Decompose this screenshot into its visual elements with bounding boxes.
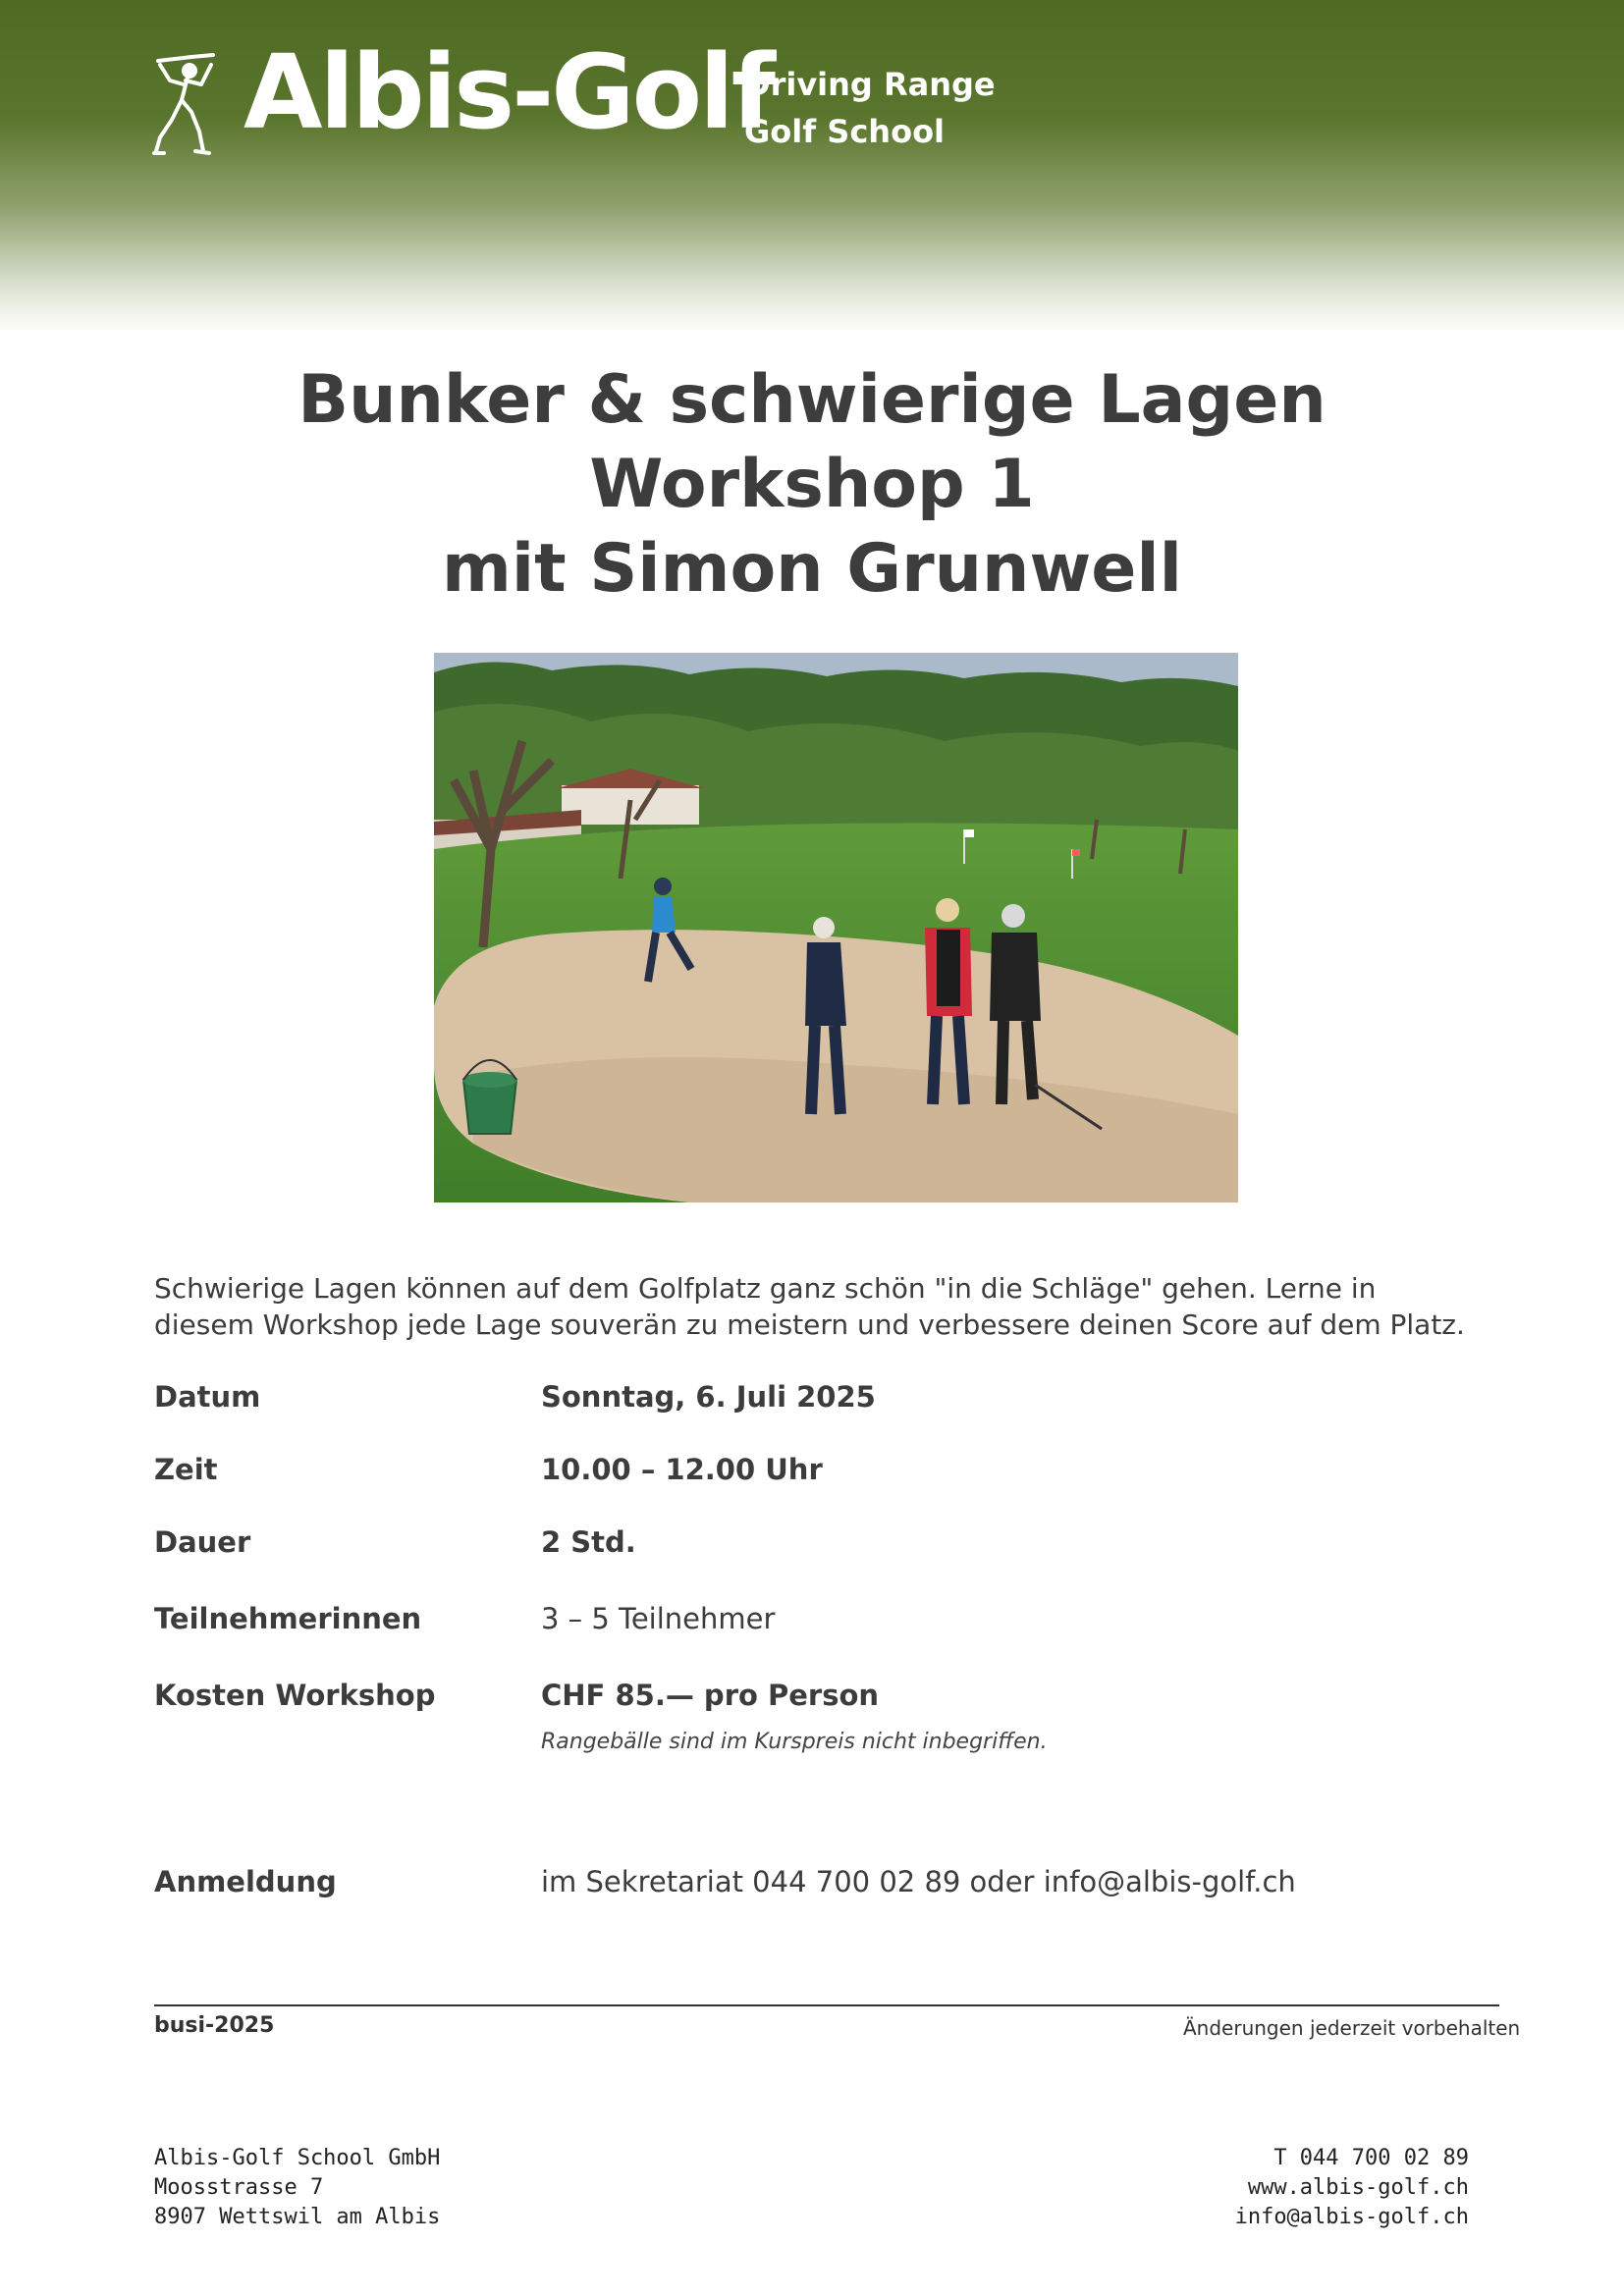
company-city: 8907 Wettswil am Albis — [154, 2205, 441, 2229]
disclaimer: Änderungen jederzeit vorbehalten — [1183, 2016, 1521, 2040]
teilnehmer-value: 3 – 5 Teilnehmer — [541, 1602, 776, 1635]
footer-divider — [154, 2004, 1499, 2006]
zeit-label: Zeit — [154, 1453, 218, 1486]
kosten-value: CHF 85.— pro Person — [541, 1679, 880, 1712]
datum-label: Datum — [154, 1380, 261, 1414]
golfer-silhouette-icon — [152, 51, 221, 159]
tagline-driving-range: Driving Range — [744, 66, 996, 103]
page-title — [0, 358, 1624, 612]
photo-illustration — [434, 653, 1238, 1202]
datum-value: Sonntag, 6. Juli 2025 — [541, 1380, 876, 1414]
kosten-label: Kosten Workshop — [154, 1679, 436, 1712]
brand-logo-text: Albis-Golf — [244, 32, 774, 152]
contact-web[interactable]: www.albis-golf.ch — [1247, 2175, 1469, 2200]
contact-info — [1168, 2144, 1469, 2232]
contact-email[interactable]: info@albis-golf.ch — [1234, 2205, 1469, 2229]
title-line-1: Bunker & schwierige Lagen — [298, 361, 1326, 439]
document-code: busi-2025 — [154, 2013, 275, 2038]
teilnehmer-label: Teilnehmerinnen — [154, 1602, 422, 1635]
tagline-golf-school: Golf School — [744, 113, 946, 150]
zeit-value: 10.00 – 12.00 Uhr — [541, 1453, 823, 1486]
title-line-2: Workshop 1 — [589, 446, 1035, 523]
kosten-note: Rangebälle sind im Kurspreis nicht inbegriffen. — [541, 1730, 1048, 1754]
golf-bunker-photo — [434, 653, 1238, 1202]
dauer-label: Dauer — [154, 1525, 251, 1559]
intro-paragraph: Schwierige Lagen können auf dem Golfplatz ganz schön "in die Schläge" gehen. Lerne in diesem Workshop jede Lage souverän zu meistern und verbessere deinen Score auf dem Platz. — [154, 1272, 1465, 1341]
anmeldung-label: Anmeldung — [154, 1865, 337, 1898]
dauer-value: 2 Std. — [541, 1525, 636, 1559]
contact-phone: T 044 700 02 89 — [1273, 2146, 1469, 2170]
company-name: Albis-Golf School GmbH — [154, 2146, 441, 2170]
title-line-3: mit Simon Grunwell — [441, 530, 1182, 608]
header-banner — [0, 0, 1624, 334]
company-street: Moosstrasse 7 — [154, 2175, 324, 2200]
company-address — [154, 2144, 440, 2232]
anmeldung-value: im Sekretariat 044 700 02 89 oder info@albis-golf.ch — [541, 1865, 1296, 1898]
